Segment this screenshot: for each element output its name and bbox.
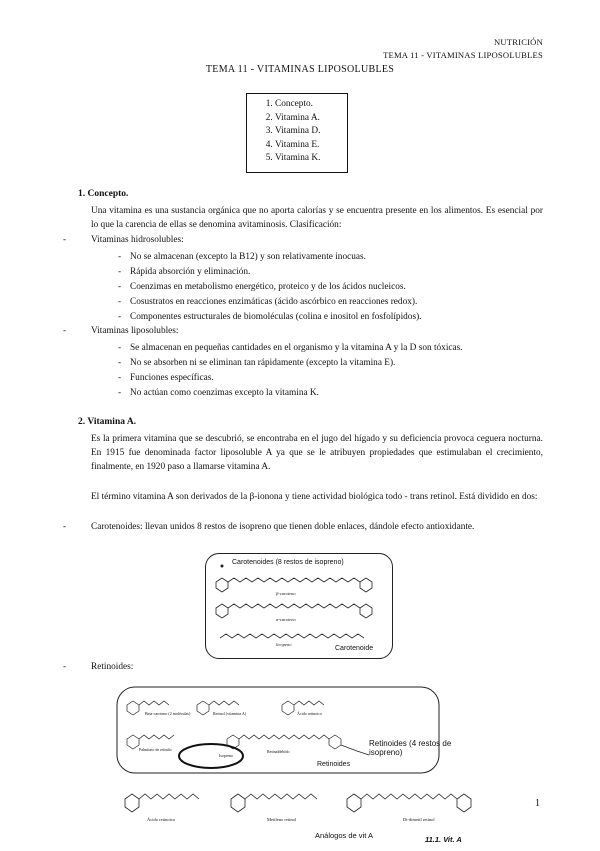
dash-bullet: - [118, 267, 122, 277]
dash-bullet: - [118, 252, 122, 262]
carotenoides-caption: Carotenoide [335, 645, 374, 652]
list-item: Coenzimas en metabolismo energético, proteico y de los ácidos nucleicos. [130, 282, 406, 292]
retinoides-caption: Retinoides [317, 761, 351, 768]
structure-label: Retinol (vitamina A) [213, 711, 247, 716]
carotenoides-label: Carotenoides: llevan unidos 8 restos de isopreno que tienen doble enlaces, dándole efecto antioxidante. [91, 522, 475, 532]
list-item: Rápida absorción y eliminación. [130, 267, 251, 277]
toc-item: 5. Vitamina K. [275, 152, 347, 166]
dash-bullet: - [118, 312, 122, 322]
structure-label: Retinaldehído [267, 749, 290, 754]
vitamina-a-paragraph-1: Es la primera vitamina que se descubrió, se encontraba en el jugo del hígado y su deficiencia provoca ceguera nocturna. En 1915 fue denominada factor liposoluble A ya que se le atribuyen propiedades que estimulaban el crecimiento, finalmente, en 1920 paso a llamarse vitamina A. [91, 434, 543, 473]
dash-bullet: - [118, 282, 122, 292]
structure-label: licopeno [276, 642, 292, 647]
structure-label: Metileno retinol [267, 817, 297, 822]
lipo-label: Vitaminas liposolubles: [91, 326, 179, 336]
dash-bullet: - [118, 388, 122, 398]
toc-item: 4. Vitamina E. [275, 139, 347, 153]
header-subject: NUTRICIÓN [493, 37, 543, 47]
dash-bullet: - [63, 235, 67, 245]
dash-bullet: - [63, 662, 67, 672]
section-heading-vitamina-a: 2. Vitamina A. [78, 417, 137, 427]
list-item: No actúan como coenzimas excepto la vitamina K. [130, 388, 319, 398]
carotenoides-bullet: Carotenoides (8 restos de isopreno) [232, 559, 344, 566]
list-item: Componentes estructurales de biomoléculas (colina e inositol en fosfolípidos). [130, 312, 422, 322]
dash-bullet: - [118, 343, 122, 353]
carotenoides-structures [206, 554, 392, 658]
toc-item: 2. Vitamina A. [275, 112, 347, 126]
retinoides-callout: Retinoides (4 restos de isopreno) [369, 739, 452, 757]
hidro-label: Vitaminas hidrosolubles: [91, 235, 184, 245]
toc-item: 3. Vitamina D. [275, 125, 347, 139]
retinoides-structures [107, 681, 523, 848]
carotenoides-figure [205, 553, 393, 659]
structure-label: Di-dimetil retinol [403, 817, 435, 822]
retinoides-label: Retinoides: [91, 662, 134, 672]
analogos-caption: Análogos de vit A [315, 831, 373, 840]
dash-bullet: - [63, 522, 67, 532]
toc-item: 1. Concepto. [275, 98, 347, 112]
structure-label: Ácido retinoico [147, 817, 176, 822]
structure-label: Beta-caroteno (2 moléculas) [145, 711, 191, 716]
structure-label: Palmitato de retinilo [139, 747, 172, 752]
structure-label: α-caroteno [276, 617, 296, 622]
dash-bullet: - [63, 326, 67, 336]
table-of-contents [246, 93, 348, 173]
structure-label: Ácido retinoico [297, 711, 322, 716]
figure-number: 11.1. Vit. A [425, 835, 462, 844]
structure-label: β-caroteno [276, 591, 296, 596]
page-title: TEMA 11 - VITAMINAS LIPOSOLUBLES [205, 64, 395, 75]
vitamina-a-paragraph-2: El término vitamina A son derivados de la β-ionona y tiene actividad biológica todo - trans retinol. Está dividido en dos: [91, 492, 538, 502]
header-topic: TEMA 11 - VITAMINAS LIPOSOLUBLES [383, 50, 543, 60]
dash-bullet: - [118, 358, 122, 368]
list-item: Se almacenan en pequeñas cantidades en el organismo y la vitamina A y la D son tóxicas. [130, 343, 463, 353]
dash-bullet: - [118, 297, 122, 307]
page-number: 1 [535, 798, 540, 809]
list-item: Cosustratos en reacciones enzimáticas (ácido ascórbico en reacciones redox). [130, 297, 418, 307]
concepto-intro: Una vitamina es una sustancia orgánica que no aporta calorías y se encuentra presente en los alimentos. Es esencial por lo que la carencia de ellas se denomina avitaminosis. Clasificación: [91, 206, 543, 231]
list-item: No se almacenan (excepto la B12) y son relativamente inocuas. [130, 252, 366, 262]
structure-label: Isopreno [219, 753, 233, 758]
retinoides-figure [107, 681, 523, 848]
dash-bullet: - [118, 373, 122, 383]
section-heading-concepto: 1. Concepto. [78, 189, 129, 199]
list-item: Funciones específicas. [130, 373, 214, 383]
list-item: No se absorben ni se eliminan tan rápidamente (excepto la vitamina E). [130, 358, 396, 368]
